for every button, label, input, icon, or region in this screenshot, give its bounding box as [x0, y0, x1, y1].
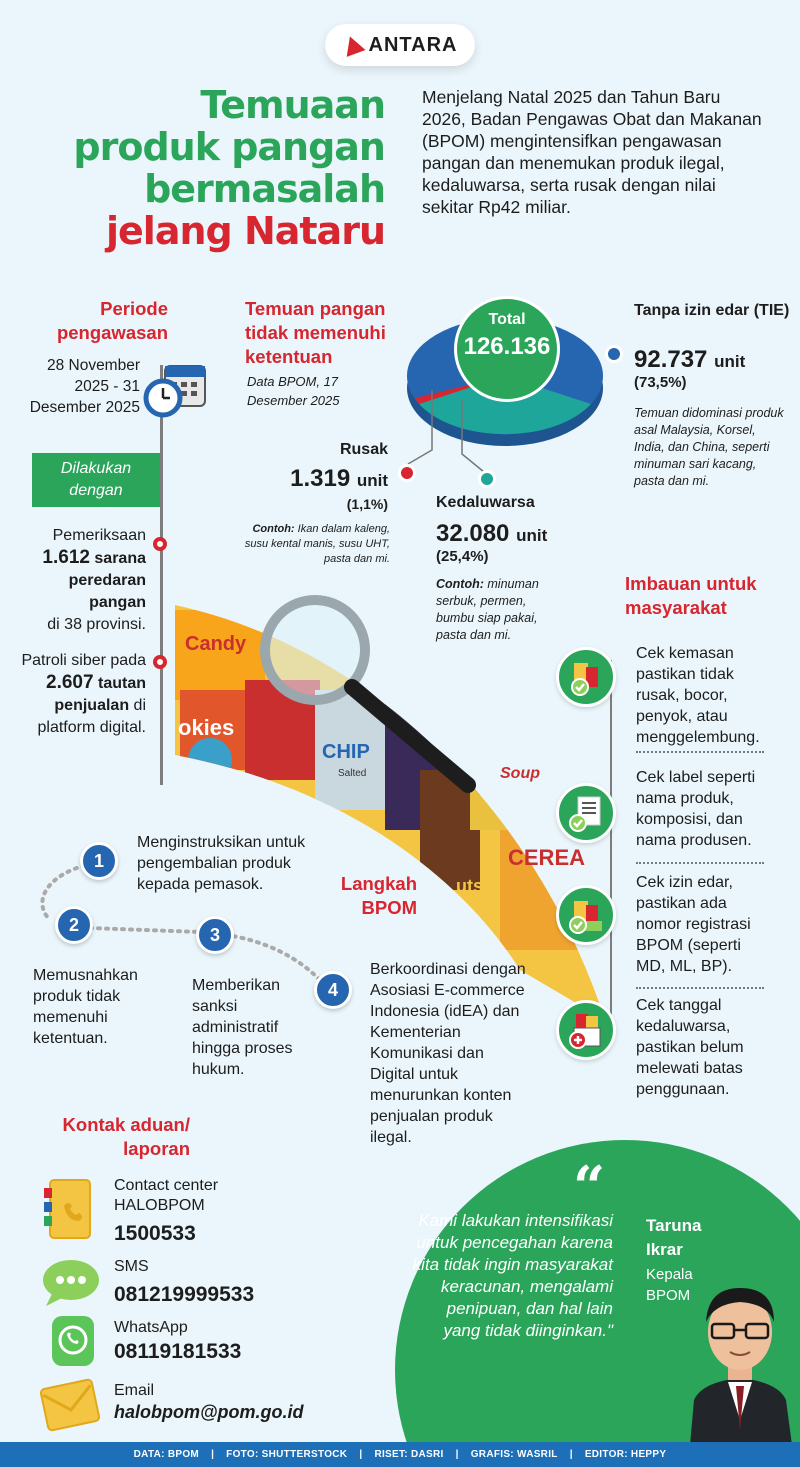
dilakukan-banner: Dilakukan dengan	[32, 453, 160, 507]
credit-separator: |	[359, 1449, 363, 1460]
title-line-2: produk pangan	[73, 125, 385, 169]
credits-footer	[0, 1442, 800, 1467]
imbauan-item-4: Cek tanggal kedaluwarsa, pastikan belum melewati batas penggunaan.	[636, 997, 744, 1098]
pemeriksaan-pre: Pemeriksaan	[52, 527, 146, 544]
tie-unit: unit	[714, 352, 746, 371]
credit-foto: FOTO: SHUTTERSTOCK	[226, 1449, 348, 1460]
email-address[interactable]: halobpom@pom.go.id	[114, 1402, 304, 1422]
step-2-number: 2	[55, 906, 93, 944]
kedaluwarsa-number: 32.080	[436, 520, 510, 547]
step-4-number: 4	[314, 971, 352, 1009]
temuan-source: Data BPOM, 17 Desember 2025	[247, 374, 340, 408]
soup-label: Soup	[500, 765, 540, 782]
sms-number[interactable]: 081219999533	[114, 1283, 255, 1306]
label-check-icon	[556, 783, 616, 843]
contact-center-label: Contact center HALOBPOM	[114, 1177, 219, 1214]
phone-book-icon	[34, 1178, 96, 1242]
title-line-1: Temuaan	[200, 83, 385, 127]
step-3-text: Memberikan sanksi administratif hingga proses hukum.	[192, 977, 293, 1078]
imbauan-line	[610, 660, 612, 1040]
nuts-label: uts	[456, 876, 483, 896]
quote-speaker-role: Kepala BPOM	[646, 1266, 693, 1304]
pemeriksaan-post: di 38 provinsi.	[47, 616, 146, 633]
kedaluwarsa-unit: unit	[516, 526, 548, 545]
periode-title: Periode pengawasan	[56, 298, 168, 343]
antara-logo	[325, 24, 475, 66]
imbauan-item-2: Cek label seperti nama produk, komposisi, dan nama produsen.	[636, 769, 756, 849]
whatsapp-icon	[48, 1312, 98, 1370]
credit-riset: RISET: DASRI	[374, 1449, 444, 1460]
tie-title: Tanpa izin edar (TIE)	[634, 302, 790, 319]
quote-speaker-name: Taruna Ikrar	[646, 1216, 702, 1259]
quote-text: Kami lakukan intensifikasi untuk pencegahan karena kita tidak ingin masyarakat keracunan, mengalami penipuan, dan hal lain yang tidak diinginkan."	[412, 1211, 613, 1340]
contact-center-number[interactable]: 1500533	[114, 1222, 196, 1245]
rusak-note-text: Ikan dalam kaleng, susu kental manis, susu UHT, pasta dan mi.	[244, 523, 390, 565]
quote-mark: “	[573, 1154, 606, 1220]
imbauan-separator	[636, 751, 764, 753]
rusak-title: Rusak	[339, 441, 388, 458]
step-1-text: Menginstruksikan untuk pengembalian produk kepada pemasok.	[137, 834, 306, 893]
tie-marker	[605, 345, 623, 363]
tie-note: Temuan didominasi produk asal Malaysia, Korsel, India, dan China, seperti minuman sari kacang, pasta dan mi.	[634, 406, 784, 488]
calendar-clock-icon	[143, 360, 211, 422]
credit-separator: |	[455, 1449, 459, 1460]
langkah-title: Langkah BPOM	[340, 873, 417, 918]
cookies-label: okies	[178, 715, 235, 740]
title-line-3: bermasalah	[144, 167, 385, 211]
credit-data: DATA: BPOM	[133, 1449, 200, 1460]
imbauan-separator	[636, 862, 764, 864]
credit-grafis: GRAFIS: WASRIL	[470, 1449, 558, 1460]
credit-separator: |	[211, 1449, 215, 1460]
patroli-pre: Patroli siber pada	[21, 652, 146, 669]
kontak-title: Kontak aduan/ laporan	[62, 1114, 190, 1159]
tie-value	[634, 346, 745, 374]
tie-number: 92.737	[634, 346, 708, 373]
rusak-value	[230, 465, 388, 493]
step-4-text: Berkoordinasi dengan Asosiasi E-commerce Indonesia (idEA) dan Kementerian Komunikasi dan Digital untuk menurunkan konten penjualan produk ilegal.	[370, 961, 526, 1146]
imbauan-title: Imbauan untuk masyarakat	[625, 573, 757, 618]
rusak-unit: unit	[356, 471, 388, 490]
whatsapp-number[interactable]: 08119181533	[114, 1340, 242, 1363]
whatsapp-label: WhatsApp	[114, 1319, 188, 1336]
expiry-date-icon	[556, 1000, 616, 1060]
pemeriksaan-number: 1.612	[42, 547, 90, 568]
sms-bubble-icon	[40, 1256, 102, 1308]
step-3-number: 3	[196, 916, 234, 954]
kedaluwarsa-value	[436, 520, 547, 548]
title-line-4: jelang Nataru	[106, 209, 385, 253]
leader-lines	[380, 380, 620, 490]
rusak-marker	[398, 464, 416, 482]
antara-logo-text: ANTARA	[368, 33, 458, 56]
package-check-icon	[556, 647, 616, 707]
rusak-note-label: Contoh:	[252, 523, 295, 535]
credit-separator: |	[569, 1449, 573, 1460]
kedaluwarsa-note-label: Contoh:	[436, 577, 484, 591]
candy-label: Candy	[185, 633, 247, 655]
antara-logo-mark-icon	[340, 33, 365, 57]
rusak-percent: (1,1%)	[346, 496, 388, 512]
imbauan-item-3: Cek izin edar, pastikan ada nomor registrasi BPOM (seperti MD, ML, BP).	[636, 874, 751, 975]
registration-check-icon	[556, 885, 616, 945]
intro-paragraph: Menjelang Natal 2025 dan Tahun Baru 2026, Badan Pengawas Obat dan Makanan (BPOM) mengintensifkan pengawasan pangan dan menemukan produk ilegal, kedaluwarsa, serta rusak dengan nilai sekitar Rp42 miliar.	[422, 87, 762, 217]
step-2-text: Memusnahkan produk tidak memenuhi ketentuan.	[33, 967, 138, 1047]
rusak-note	[232, 522, 390, 567]
rusak-number: 1.319	[290, 465, 351, 492]
chips-label: CHIP	[322, 741, 370, 763]
temuan-title: Temuan pangan tidak memenuhi ketentuan	[245, 298, 386, 367]
email-label: Email	[114, 1382, 155, 1399]
patroli-bold: tautan penjualan	[54, 675, 146, 714]
kedaluwarsa-title: Kedaluwarsa	[436, 494, 535, 511]
page-title	[60, 84, 385, 252]
pemeriksaan-bold: sarana peredaran pangan	[68, 550, 146, 611]
patroli-number: 2.607	[46, 672, 94, 693]
speaker-portrait	[680, 1270, 800, 1445]
total-label: Total	[488, 311, 526, 328]
patroli-post: di platform digital.	[37, 697, 146, 736]
kedaluwarsa-note-text: minuman serbuk, permen, bumbu siap pakai, pasta dan mi.	[436, 577, 539, 642]
cereal-label: CEREA	[508, 845, 586, 870]
salted-label: Salted	[338, 768, 367, 779]
imbauan-separator	[636, 987, 764, 989]
step-1-number: 1	[80, 842, 118, 880]
imbauan-item-1: Cek kemasan pastikan tidak rusak, bocor, penyok, atau menggelembung.	[636, 645, 760, 746]
credit-editor: EDITOR: HEPPY	[584, 1449, 667, 1460]
periode-dates: 28 November 2025 - 31 Desember 2025	[29, 357, 140, 416]
kedaluwarsa-percent: (25,4%)	[436, 548, 489, 565]
timeline-dot	[153, 537, 167, 551]
kedaluwarsa-marker	[478, 470, 496, 488]
email-envelope-icon	[38, 1376, 100, 1432]
total-value: 126.136	[463, 333, 551, 360]
tie-percent: (73,5%)	[634, 374, 687, 391]
sms-label: SMS	[114, 1258, 149, 1275]
